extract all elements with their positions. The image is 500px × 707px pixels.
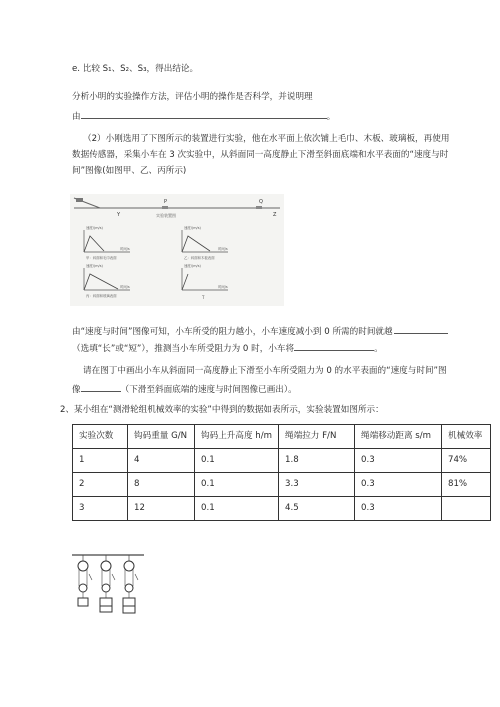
- sensor-p-icon: [162, 206, 168, 209]
- pulley-icon: [78, 561, 88, 571]
- table-row: [73, 473, 491, 497]
- analyze-prompt: 分析小明的实验操作方法，评估小明的操作是否科学，并说明理: [72, 92, 313, 102]
- pulley-set-1: [78, 555, 92, 606]
- graph-d-xlabel: 时间/s: [218, 285, 228, 289]
- table-cell: 4.5: [279, 497, 355, 521]
- table-cell: 0.3: [355, 473, 442, 497]
- table-header-cell: 钩码重量 G/N: [128, 425, 195, 449]
- graph-b-caption: 乙：斜面和木板表面: [184, 256, 215, 260]
- weight-block-icon: [123, 598, 135, 606]
- pulley-apparatus-svg: [72, 552, 144, 614]
- label-p: P: [164, 199, 168, 205]
- pulley-icon: [125, 584, 133, 592]
- graph-a: [84, 225, 130, 260]
- part2-line2: 数据传感器，采集小车在 3 次实验中，从斜面同一高度静止下滑至斜面底端和水平表面的“速度与时: [72, 150, 449, 160]
- apparatus-caption: 实验装置图: [156, 213, 176, 218]
- draw-line1: 请在图丁中画出小车从斜面同一高度静止下滑至小车所受阻力为 0 的水平表面的“速度与时间”图: [83, 366, 447, 376]
- efficiency-answer-cell[interactable]: [442, 497, 491, 521]
- table-cell: 1.8: [279, 449, 355, 473]
- pulley-set-3: [123, 555, 138, 613]
- table-header-cell: 实验次数: [73, 425, 128, 449]
- conclusion-line2: [72, 340, 383, 356]
- graph-a-xlabel: 时间/s: [120, 247, 130, 251]
- table-cell: 2: [73, 473, 128, 497]
- analyze-end: 。: [326, 112, 336, 122]
- table-cell: 0.1: [195, 449, 279, 473]
- pulley-icon: [79, 584, 87, 592]
- conclusion-answer-blank-1[interactable]: [394, 323, 448, 334]
- table-row: [73, 497, 491, 521]
- analyze-answer-blank[interactable]: [81, 108, 327, 119]
- table-cell: 0.1: [195, 473, 279, 497]
- sensor-q-icon: [256, 206, 262, 209]
- analyze-tail: 由: [72, 112, 81, 122]
- table-header-cell: 绳端移动距离 s/m: [355, 425, 442, 449]
- table-cell: 81%: [442, 473, 491, 497]
- table-cell: 3: [73, 497, 128, 521]
- graph-b-xlabel: 时间/s: [218, 247, 228, 251]
- conclusion-answer-blank-2[interactable]: [294, 340, 374, 351]
- graph-a-ylabel: 速度/(m/s): [86, 226, 103, 230]
- graph-b-curve: [182, 236, 210, 252]
- label-q: Q: [259, 199, 263, 205]
- draw-line2: [72, 381, 297, 397]
- part2-line3: 间”图像(如图甲、乙、丙所示): [72, 166, 187, 176]
- table-cell: 1: [73, 449, 128, 473]
- pulley-icon: [124, 561, 134, 571]
- part2-line1: （2）小刚选用了下图所示的装置进行实验，他在水平面上依次铺上毛巾、木板、玻璃板，再使用: [83, 134, 450, 144]
- draw-answer-blank[interactable]: [81, 381, 121, 392]
- conclusion-line1-text: 由“速度与时间”图像可知，小车所受的阻力越小，小车速度减小到 0 所需的时间就越: [72, 327, 393, 337]
- table-cell: 8: [128, 473, 195, 497]
- efficiency-table: [72, 424, 491, 521]
- step-e-text: e. 比较 S₁、S₂、S₃，得出结论。: [72, 64, 199, 74]
- cart-icon: [76, 198, 83, 202]
- table-header-row: [73, 425, 491, 449]
- graph-b-ylabel: 速度/(m/s): [184, 226, 201, 230]
- q2-stem: 2、某小组在“测滑轮组机械效率的实验”中得到的数据如表所示，实验装置如图所示：: [60, 405, 384, 415]
- table-row: [73, 449, 491, 473]
- graph-a-caption: 甲：斜面和毛巾表面: [86, 256, 117, 260]
- table-cell: 0.3: [355, 497, 442, 521]
- graph-c: [84, 263, 130, 298]
- table-cell: 4: [128, 449, 195, 473]
- graph-b: [182, 225, 228, 260]
- graph-c-ylabel: 速度/(m/s): [86, 264, 103, 268]
- conclusion-line2-end: 。: [374, 344, 383, 354]
- pulley-set-2: [100, 555, 115, 612]
- table-cell: 74%: [442, 449, 491, 473]
- weight-block-icon: [100, 598, 112, 606]
- table-header-cell: 绳端拉力 F/N: [279, 425, 355, 449]
- label-z: Z: [273, 212, 277, 218]
- pulley-icon: [102, 584, 110, 592]
- draw-line2-text: （下滑至斜面底端的速度与时间图像已画出）。: [120, 385, 297, 395]
- pulley-apparatus-figure: [72, 552, 144, 614]
- graph-a-curve: [84, 236, 104, 252]
- graph-c-caption: 丙：斜面和玻璃表面: [86, 294, 117, 298]
- graph-c-xlabel: 时间/s: [120, 285, 130, 289]
- graph-d-ylabel: 速度/(m/s): [184, 264, 201, 268]
- graph-c-curve: [84, 274, 118, 290]
- graph-d[interactable]: [182, 263, 228, 300]
- label-y: Y: [117, 212, 121, 218]
- weight-block-icon: [100, 606, 112, 612]
- table-header-cell: 机械效率: [442, 425, 491, 449]
- table-cell: 0.3: [355, 449, 442, 473]
- table-header-cell: 钩码上升高度 h/m: [195, 425, 279, 449]
- table-cell: 12: [128, 497, 195, 521]
- table-cell: 3.3: [279, 473, 355, 497]
- graph-d-mark: T: [202, 295, 205, 300]
- weight-block-icon: [78, 598, 88, 606]
- graph-d-curve: [182, 274, 188, 290]
- apparatus-figure: [70, 194, 284, 306]
- analyze-answer-line: [72, 108, 335, 124]
- pulley-icon: [101, 561, 111, 571]
- conclusion-line2-text: （选填“长”或“短”），推测当小车所受阻力为 0 时，小车将: [72, 344, 295, 354]
- conclusion-line1: [72, 323, 448, 339]
- table-cell: 0.1: [195, 497, 279, 521]
- draw-line2-start: 像: [72, 385, 81, 395]
- weight-block-icon: [123, 606, 135, 613]
- apparatus-figure-svg: [70, 194, 284, 306]
